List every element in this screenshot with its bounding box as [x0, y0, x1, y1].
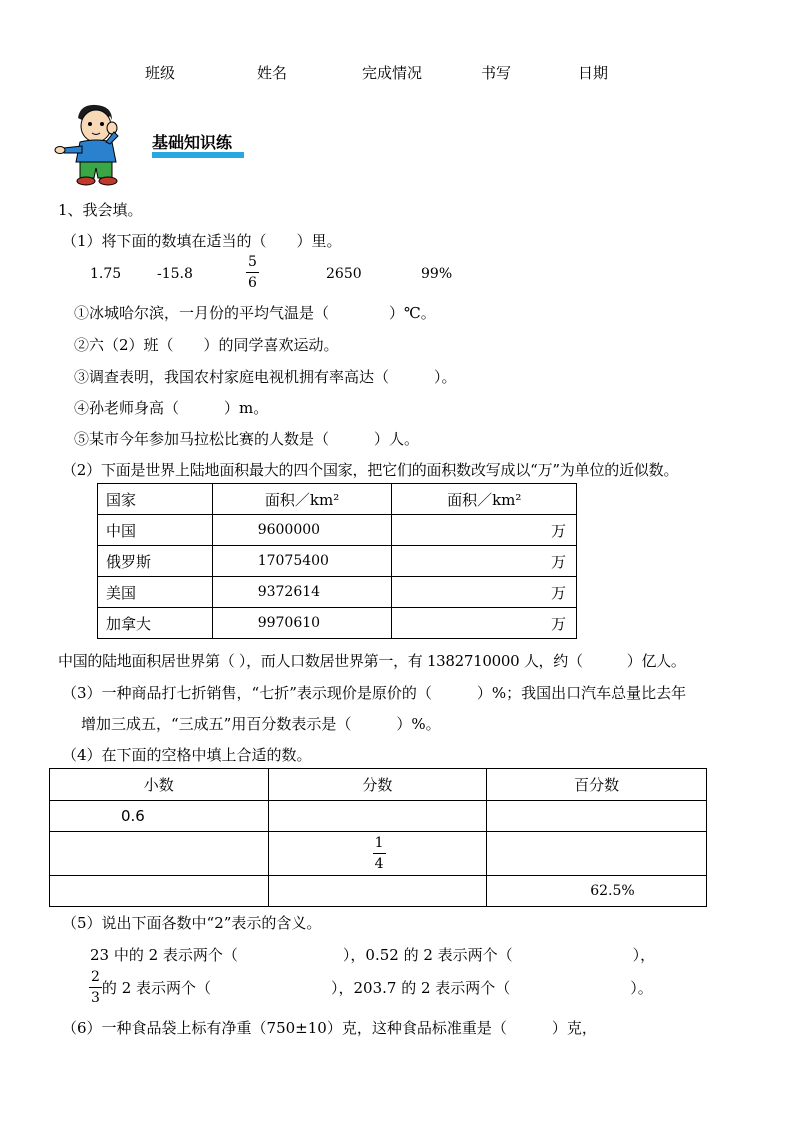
- q1-part5-line2: [89, 970, 653, 1005]
- answer-cell[interactable]: 万: [392, 608, 577, 639]
- number-fraction: [246, 255, 259, 290]
- name-label: 姓名: [257, 64, 288, 82]
- percent-answer-cell[interactable]: [487, 801, 707, 832]
- q1-part3-line2: 增加三成五，“三成五”用百分数表示是（ ）%。: [81, 715, 441, 733]
- item-1: ①冰城哈尔滨，一月份的平均气温是（ ）℃。: [74, 304, 436, 322]
- table-header: 小数: [50, 769, 269, 801]
- q1-part2-followup: 中国的陆地面积居世界第（ ），而人口数居世界第一，有 1382710000 人，约（ ）亿人。: [58, 652, 686, 670]
- table-row: [50, 832, 707, 876]
- q1-part2-prompt: （2）下面是世界上陆地面积最大的四个国家，把它们的面积数改写成以“万”为单位的近似数。: [62, 461, 679, 479]
- item-2: ②六（2）班（ ）的同学喜欢运动。: [74, 336, 339, 354]
- area-cell: 17075400: [212, 546, 392, 577]
- q1-part5-prompt: （5）说出下面各数中“2”表示的含义。: [62, 914, 322, 932]
- section-title: 基础知识练: [152, 133, 233, 152]
- number-b: -15.8: [157, 266, 193, 282]
- fraction-answer-cell[interactable]: [268, 801, 487, 832]
- q1-part6-prompt: （6）一种食品袋上标有净重（750±10）克，这种食品标准重是（ ）克，: [62, 1019, 597, 1037]
- table-row: [50, 876, 707, 907]
- fraction-denominator: 4: [374, 856, 384, 872]
- country-cell: 俄罗斯: [98, 546, 213, 577]
- percent-cell: 62.5%: [487, 876, 707, 907]
- decimal-answer-cell[interactable]: [50, 876, 269, 907]
- table-header: 分数: [268, 769, 487, 801]
- q1-part5-line1: 23 中的 2 表示两个（ ），0.52 的 2 表示两个（ ），: [90, 946, 656, 964]
- q1-part5-line2-text: 的 2 表示两个（ ），203.7 的 2 表示两个（ ）。: [101, 979, 653, 997]
- table-header: 百分数: [487, 769, 707, 801]
- area-cell: 9372614: [212, 577, 392, 608]
- boy-illustration: [52, 100, 132, 186]
- fraction-cell: [268, 832, 487, 876]
- table-row: [98, 546, 577, 577]
- country-cell: 中国: [98, 515, 213, 546]
- number-c: 2650: [326, 266, 362, 282]
- fraction-answer-cell[interactable]: [268, 876, 487, 907]
- country-cell: 加拿大: [98, 608, 213, 639]
- fraction-numerator: 1: [373, 836, 386, 854]
- date-label: 日期: [578, 64, 609, 82]
- fraction-numerator: 2: [89, 970, 102, 988]
- conversion-table: [49, 768, 707, 907]
- completion-label: 完成情况: [362, 64, 423, 82]
- area-cell: 9970610: [212, 608, 392, 639]
- fraction-denominator: 3: [91, 990, 100, 1006]
- q1-title: 1、我会填。: [58, 201, 143, 219]
- country-cell: 美国: [98, 577, 213, 608]
- q1-part4-prompt: （4）在下面的空格中填上合适的数。: [62, 746, 312, 764]
- table-row: [50, 801, 707, 832]
- table-header: 面积／km²: [212, 484, 392, 515]
- answer-cell[interactable]: 万: [392, 546, 577, 577]
- table-row: [98, 515, 577, 546]
- table-header-row: [50, 769, 707, 801]
- section-title-underline: [152, 152, 244, 158]
- area-cell: 9600000: [212, 515, 392, 546]
- fraction-numerator: 5: [246, 255, 259, 273]
- table-header-row: [98, 484, 577, 515]
- answer-cell[interactable]: 万: [392, 515, 577, 546]
- decimal-cell: 0.6: [50, 801, 269, 832]
- q1-part1-prompt: （1）将下面的数填在适当的（ ）里。: [62, 232, 342, 250]
- area-table: [97, 483, 577, 639]
- table-header: 面积／km²: [392, 484, 577, 515]
- number-d: 99%: [421, 266, 453, 282]
- fraction-denominator: 6: [248, 275, 257, 291]
- table-row: [98, 577, 577, 608]
- class-label: 班级: [145, 64, 176, 82]
- item-3: ③调查表明，我国农村家庭电视机拥有率高达（ ）。: [74, 368, 457, 386]
- table-header: 国家: [98, 484, 213, 515]
- writing-label: 书写: [481, 64, 512, 82]
- item-5: ⑤某市今年参加马拉松比赛的人数是（ ）人。: [74, 430, 420, 448]
- table-row: [98, 608, 577, 639]
- number-a: 1.75: [90, 266, 122, 282]
- decimal-answer-cell[interactable]: [50, 832, 269, 876]
- item-4: ④孙老师身高（ ）m。: [74, 399, 269, 417]
- answer-cell[interactable]: 万: [392, 577, 577, 608]
- percent-answer-cell[interactable]: [487, 832, 707, 876]
- q1-part3-line1: （3）一种商品打七折销售，“七折”表示现价是原价的（ ）%；我国出口汽车总量比去年: [62, 684, 687, 702]
